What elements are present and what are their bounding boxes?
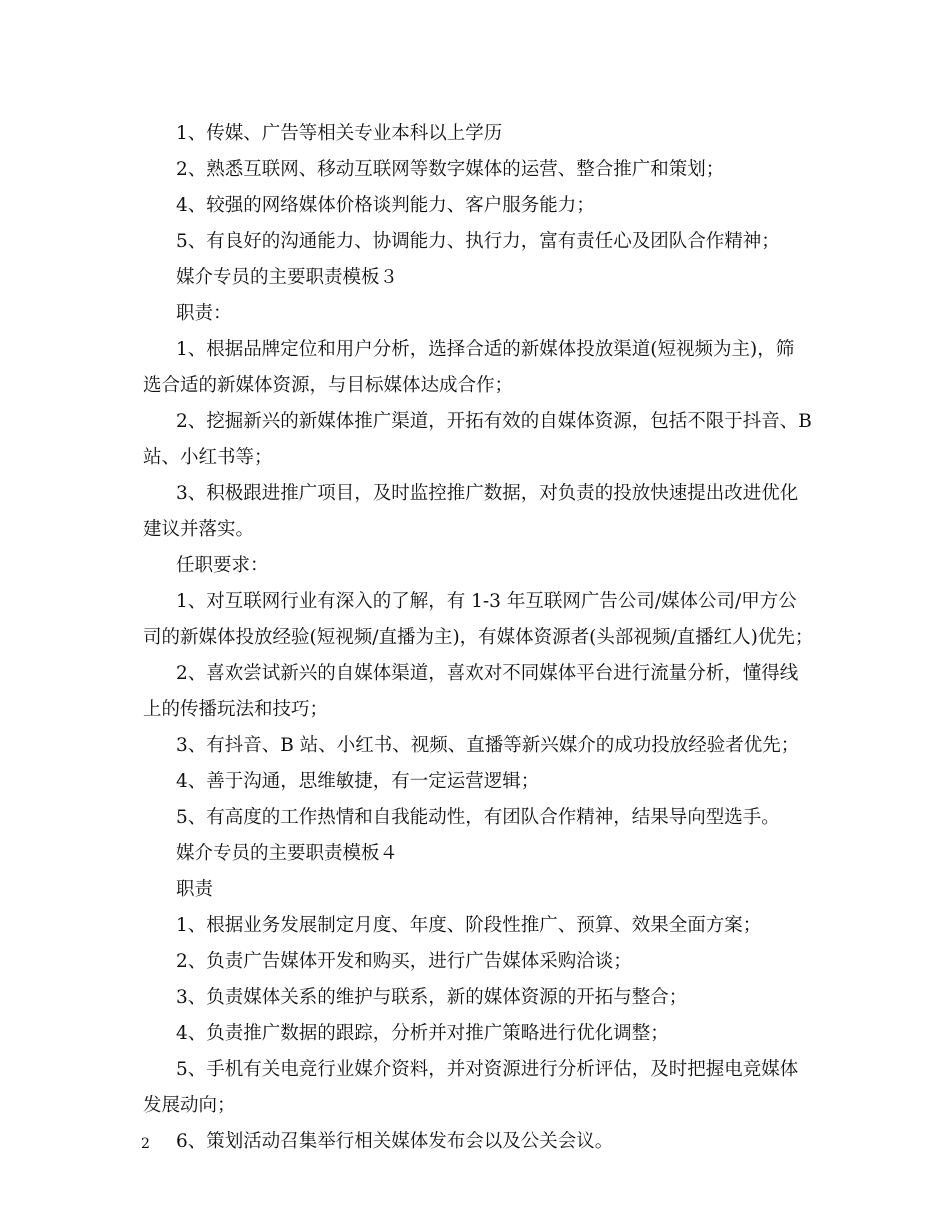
text-line: 职责： [176, 303, 232, 324]
text-line: 2、挖掘新兴的新媒体推广渠道，开拓有效的自媒体资源，包括不限于抖音、B [176, 411, 812, 432]
text-line: 职责 [176, 879, 214, 900]
text-line: 建议并落实。 [143, 519, 255, 540]
text-line: 5、有良好的沟通能力、协调能力、执行力，富有责任心及团队合作精神； [176, 231, 780, 252]
text-line: 5、有高度的工作热情和自我能动性，有团队合作精神，结果导向型选手。 [176, 807, 780, 828]
text-line: 6、策划活动召集举行相关媒体发布会以及公关会议。 [176, 1131, 614, 1152]
text-line: 2、喜欢尝试新兴的自媒体渠道，喜欢对不同媒体平台进行流量分析，懂得线 [176, 663, 799, 684]
text-line: 3、积极跟进推广项目，及时监控推广数据，对负责的投放快速提出改进优化 [176, 483, 799, 504]
text-line: 选合适的新媒体资源，与目标媒体达成合作； [143, 375, 514, 396]
text-line: 3、负责媒体关系的维护与联系，新的媒体资源的开拓与整合； [176, 987, 688, 1008]
text-line: 1、传媒、广告等相关专业本科以上学历 [176, 123, 503, 144]
text-line: 4、较强的网络媒体价格谈判能力、客户服务能力； [176, 195, 595, 216]
text-line: 3、有抖音、B 站、小红书、视频、直播等新兴媒介的成功投放经验者优先； [176, 735, 800, 756]
text-line: 发展动向； [143, 1095, 236, 1116]
text-line: 2、熟悉互联网、移动互联网等数字媒体的运营、整合推广和策划； [176, 159, 725, 180]
text-line: 媒介专员的主要职责模板３ [176, 267, 399, 288]
text-line: 上的传播玩法和技巧； [143, 699, 329, 720]
text-line: 任职要求： [176, 555, 269, 576]
text-line: 1、根据品牌定位和用户分析，选择合适的新媒体投放渠道(短视频为主)，筛 [176, 339, 795, 360]
page-number: 2 [141, 1136, 150, 1152]
text-line: 站、小红书等； [143, 447, 273, 468]
text-line: 媒介专员的主要职责模板４ [176, 843, 399, 864]
text-line: 2、负责广告媒体开发和购买，进行广告媒体采购洽谈； [176, 951, 632, 972]
document-body [143, 116, 823, 1160]
text-line: 司的新媒体投放经验(短视频/直播为主)，有媒体资源者(头部视频/直播红人)优先； [143, 627, 814, 648]
text-line: 1、根据业务发展制定月度、年度、阶段性推广、预算、效果全面方案； [176, 915, 762, 936]
text-line: 1、对互联网行业有深入的了解，有 1-3 年互联网广告公司/媒体公司/甲方公 [176, 591, 797, 612]
text-line: 5、手机有关电竞行业媒介资料，并对资源进行分析评估，及时把握电竞媒体 [176, 1059, 799, 1080]
text-line: 4、善于沟通，思维敏捷，有一定运营逻辑； [176, 771, 540, 792]
text-line: 4、负责推广数据的跟踪，分析并对推广策略进行优化调整； [176, 1023, 669, 1044]
